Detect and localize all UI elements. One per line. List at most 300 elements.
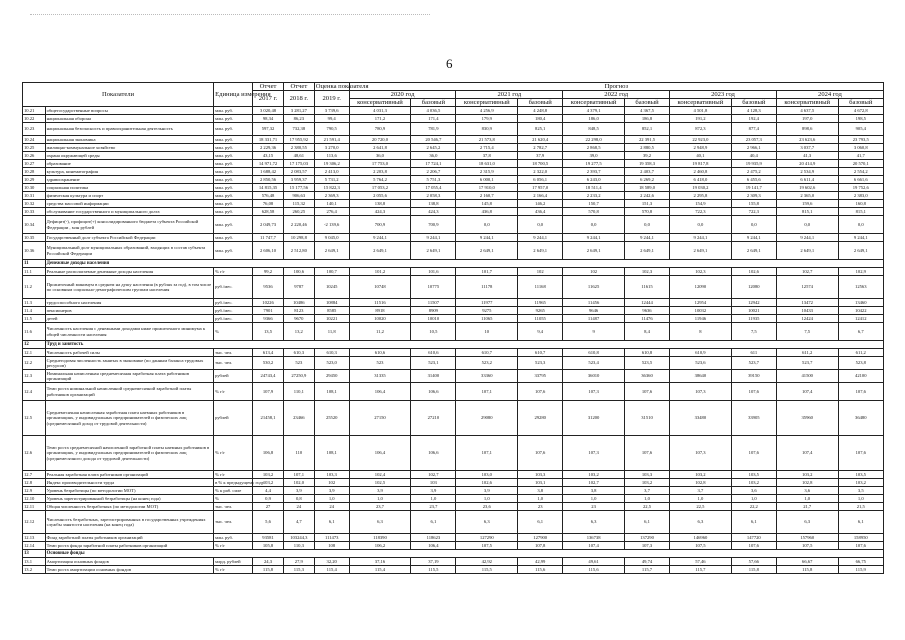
- value-cell: 11055: [518, 315, 563, 323]
- value-cell: 3,6: [776, 487, 838, 495]
- value-cell: 57,46: [670, 558, 732, 566]
- value-cell: 103,2: [624, 479, 669, 487]
- header-year-2017: 2017 г.: [253, 91, 284, 107]
- value-cell: 19 141,7: [731, 184, 776, 192]
- value-cell: 6,1: [518, 511, 563, 534]
- value-cell: 613,4: [253, 349, 284, 357]
- value-cell: 103,3: [624, 471, 669, 479]
- row-code: 10.35: [23, 234, 46, 242]
- table-row: [23, 242, 884, 260]
- value-cell: 6,3: [776, 511, 838, 534]
- value-cell: 12563: [838, 276, 883, 299]
- value-cell: 6 661,6: [838, 176, 883, 184]
- row-name: Темп роста амортизации основных фондов: [45, 566, 213, 574]
- value-cell: 2 242,6: [624, 192, 669, 200]
- row-name: Численность безработных, зарегистрированных в государственных учреждениях службы занятости населения (на конец года): [45, 511, 213, 534]
- value-cell: 127900: [518, 534, 563, 542]
- row-unit: млн. руб.: [214, 168, 253, 176]
- row-name: Численность населения с денежными доходами ниже прожиточного минимума к общей численности населения: [45, 323, 213, 341]
- value-cell: 0,0: [731, 216, 776, 234]
- value-cell: 530,2: [253, 357, 284, 370]
- value-cell: 2 649,1: [563, 242, 625, 260]
- value-cell: 10: [456, 323, 518, 341]
- value-cell: 42,99: [518, 558, 563, 566]
- table-row: [23, 558, 884, 566]
- value-cell: 6,7: [838, 323, 883, 341]
- value-cell: 10032: [670, 307, 732, 315]
- value-cell: 7901: [253, 307, 284, 315]
- value-cell: 115,8: [253, 566, 284, 574]
- value-cell: 11 747,7: [253, 234, 284, 242]
- value-cell: 76,08: [253, 200, 284, 208]
- value-cell: 136738: [563, 534, 625, 542]
- value-cell: 13460: [838, 299, 883, 307]
- value-cell: 2 948,9: [670, 144, 732, 152]
- value-cell: 424,3: [411, 208, 456, 216]
- row-code: 12.14: [23, 542, 46, 550]
- row-name: пенсионеров: [45, 307, 213, 315]
- value-cell: 110,3: [283, 542, 314, 550]
- value-cell: 10245: [314, 276, 349, 299]
- table-row: [23, 168, 884, 176]
- value-cell: 0,9: [253, 495, 284, 503]
- row-name: Дефицит(-), профицит(+) консолидированного бюджета субъекта Российской Федерации , млн рублей: [45, 216, 213, 234]
- value-cell: 107,8: [518, 542, 563, 550]
- value-cell: 17 957,0: [518, 184, 563, 192]
- row-code: 11.2: [23, 276, 46, 299]
- value-cell: 5 764,2: [349, 176, 411, 184]
- table-row: [23, 115, 884, 123]
- header-unit: Единица измерения: [214, 83, 253, 107]
- value-cell: 107,3: [670, 383, 732, 401]
- value-cell: 1,0: [518, 495, 563, 503]
- value-cell: 4 248,8: [518, 107, 563, 115]
- row-name: Реальная заработная плата работников организаций: [45, 471, 213, 479]
- value-cell: 15 822,3: [314, 184, 349, 192]
- value-cell: 523,1: [411, 357, 456, 370]
- value-cell: 186,0: [563, 115, 625, 123]
- value-cell: 19 602,6: [776, 184, 838, 192]
- row-unit: млн. руб.: [214, 176, 253, 184]
- value-cell: 107,6: [731, 542, 776, 550]
- value-cell: 9366: [253, 315, 284, 323]
- value-cell: 103,3: [314, 471, 349, 479]
- value-cell: 19 817,8: [670, 160, 732, 168]
- row-name: социальная политика: [45, 184, 213, 192]
- value-cell: 24: [314, 503, 349, 511]
- value-cell: 610,6: [349, 349, 411, 357]
- value-cell: 700,9: [411, 216, 456, 234]
- value-cell: 2 322,0: [518, 168, 563, 176]
- value-cell: 41,7: [838, 152, 883, 160]
- value-cell: 10221: [314, 315, 349, 323]
- value-cell: 1,0: [314, 495, 349, 503]
- value-cell: 3,9: [283, 487, 314, 495]
- value-cell: 2 880,5: [624, 144, 669, 152]
- value-cell: 700,9: [349, 216, 411, 234]
- value-cell: 11935: [731, 315, 776, 323]
- table-row: [23, 234, 884, 242]
- row-code: 12.10: [23, 495, 46, 503]
- value-cell: 102,6: [456, 479, 518, 487]
- value-cell: 37,19: [411, 558, 456, 566]
- value-cell: 276,4: [314, 208, 349, 216]
- value-cell: 107,3: [670, 436, 732, 471]
- row-code: 12.5: [23, 401, 46, 436]
- value-cell: 3,5: [838, 487, 883, 495]
- value-cell: 12090: [670, 276, 732, 299]
- value-cell: 15 177,56: [283, 184, 314, 192]
- value-cell: 17 910,0: [456, 184, 518, 192]
- table-row: [23, 323, 884, 341]
- value-cell: 12444: [624, 299, 669, 307]
- value-cell: 10433: [776, 307, 838, 315]
- value-cell: 102,9: [838, 268, 883, 276]
- value-cell: 33905: [731, 401, 776, 436]
- value-cell: 107,6: [518, 436, 563, 471]
- value-cell: 20 570,1: [838, 160, 883, 168]
- value-cell: 115,8: [731, 566, 776, 574]
- value-cell: 31510: [624, 401, 669, 436]
- row-code: 12.12: [23, 511, 46, 534]
- table-row: [23, 315, 884, 323]
- table-row: [23, 566, 884, 574]
- value-cell: 23,6: [456, 503, 518, 511]
- row-name: физическая культура и спорт: [45, 192, 213, 200]
- value-cell: 8,4: [624, 323, 669, 341]
- table-row: [23, 160, 884, 168]
- value-cell: 12080: [731, 276, 776, 299]
- value-cell: 4,4: [253, 487, 284, 495]
- table-row: [23, 200, 884, 208]
- row-code: 10.27: [23, 160, 46, 168]
- row-code: 10.25: [23, 144, 46, 152]
- value-cell: 22,5: [670, 503, 732, 511]
- value-cell: 103,5: [731, 471, 776, 479]
- value-cell: 2 365,0: [776, 192, 838, 200]
- value-cell: 20 720,0: [349, 136, 411, 144]
- value-cell: 11178: [456, 276, 518, 299]
- row-name: Муниципальный долг муниципальных образований, входящих в состав субъекта Российской Федерации: [45, 242, 213, 260]
- row-code: 10.33: [23, 208, 46, 216]
- header-base: базовый: [518, 99, 563, 107]
- value-cell: 29080: [456, 401, 518, 436]
- value-cell: 2 649,1: [624, 242, 669, 260]
- value-cell: 107,6: [838, 542, 883, 550]
- table-body: [23, 107, 884, 574]
- value-cell: 102,7: [563, 479, 625, 487]
- row-unit: % г/г: [214, 471, 253, 479]
- row-unit: %: [214, 495, 253, 503]
- row-unit: руб./мес.: [214, 276, 253, 299]
- row-unit: руб./мес.: [214, 299, 253, 307]
- value-cell: 3,8: [518, 487, 563, 495]
- value-cell: 523,7: [776, 357, 838, 370]
- row-code: 13: [23, 550, 46, 558]
- value-cell: 42,92: [456, 558, 518, 566]
- value-cell: 38640: [670, 370, 732, 383]
- value-cell: 523,8: [838, 357, 883, 370]
- header-conservative: консервативный: [349, 99, 411, 107]
- table-row: [23, 479, 884, 487]
- value-cell: 1,0: [776, 495, 838, 503]
- value-cell: 36010: [563, 370, 625, 383]
- value-cell: 197,0: [776, 115, 838, 123]
- value-cell: 36480: [838, 401, 883, 436]
- value-cell: 11507: [411, 299, 456, 307]
- row-code: 11.3: [23, 299, 46, 307]
- value-cell: 115,4: [349, 566, 411, 574]
- value-cell: 2 083,57: [283, 168, 314, 176]
- row-code: 12.1: [23, 349, 46, 357]
- value-cell: 49,61: [563, 558, 625, 566]
- value-cell: 40,4: [731, 152, 776, 160]
- value-cell: 815,1: [838, 208, 883, 216]
- header-year-2021: 2021 год: [456, 91, 563, 99]
- row-code: 12.6: [23, 436, 46, 471]
- value-cell: 2 649,1: [518, 242, 563, 260]
- value-cell: 2 782,7: [518, 144, 563, 152]
- value-cell: 780,9: [349, 123, 411, 136]
- value-cell: 2 649,1: [776, 242, 838, 260]
- value-cell: 628,58: [253, 208, 284, 216]
- value-cell: 115,3: [283, 566, 314, 574]
- value-cell: 103,2: [253, 479, 284, 487]
- value-cell: 35960: [776, 401, 838, 436]
- value-cell: 110: [283, 436, 314, 471]
- table-row: [23, 136, 884, 144]
- row-unit: % г/г: [214, 542, 253, 550]
- row-unit: млн. руб.: [214, 216, 253, 234]
- row-unit: млн. руб.: [214, 123, 253, 136]
- value-cell: 198,5: [838, 115, 883, 123]
- value-cell: 3 020,48: [253, 107, 284, 115]
- value-cell: 611,2: [776, 349, 838, 357]
- value-cell: 2 160,7: [456, 192, 518, 200]
- row-unit: млн. руб.: [214, 160, 253, 168]
- value-cell: 107,6: [838, 436, 883, 471]
- row-unit: млн. руб.: [214, 152, 253, 160]
- value-cell: 21 620,4: [518, 136, 563, 144]
- value-cell: 101,2: [349, 268, 411, 276]
- value-cell: 11476: [624, 315, 669, 323]
- table-row: [23, 401, 884, 436]
- value-cell: 98,34: [253, 115, 284, 123]
- value-cell: 6 455,6: [731, 176, 776, 184]
- row-code: 10.26: [23, 152, 46, 160]
- value-cell: 20 546,7: [411, 136, 456, 144]
- value-cell: 3 270,0: [314, 144, 349, 152]
- row-unit: млн. руб.: [214, 242, 253, 260]
- header-year-2024: 2024 год: [776, 91, 883, 99]
- value-cell: 2 295,8: [670, 192, 732, 200]
- header-year-2020: 2020 год: [349, 91, 456, 99]
- value-cell: 127290: [456, 534, 518, 542]
- value-cell: 17 753,0: [349, 160, 411, 168]
- value-cell: 11625: [563, 276, 625, 299]
- value-cell: 93581: [253, 534, 284, 542]
- table-row: [23, 152, 884, 160]
- value-cell: 2 554,2: [838, 168, 883, 176]
- table-row: [23, 436, 884, 471]
- value-cell: 102: [518, 268, 563, 276]
- value-cell: 2 475,2: [731, 168, 776, 176]
- table-row: [23, 299, 884, 307]
- value-cell: 107,1: [283, 471, 314, 479]
- value-cell: 108: [314, 542, 349, 550]
- table-row: [23, 268, 884, 276]
- value-cell: 9 244,1: [624, 234, 669, 242]
- row-unit: % г/г: [214, 268, 253, 276]
- value-cell: 6,1: [838, 511, 883, 534]
- value-cell: 2 868,5: [563, 144, 625, 152]
- value-cell: 103,2: [838, 479, 883, 487]
- value-cell: 2 649,1: [670, 242, 732, 260]
- value-cell: 2 606,10: [253, 242, 284, 260]
- value-cell: 12954: [670, 299, 732, 307]
- table-row: [23, 487, 884, 495]
- value-cell: 39,2: [624, 152, 669, 160]
- value-cell: 115,8: [776, 566, 838, 574]
- value-cell: 27210: [411, 401, 456, 436]
- value-cell: 436,4: [518, 208, 563, 216]
- value-cell: 6,3: [670, 511, 732, 534]
- value-cell: 3,6: [731, 487, 776, 495]
- value-cell: 180,4: [518, 115, 563, 123]
- value-cell: 825,1: [518, 123, 563, 136]
- value-cell: 815,1: [776, 208, 838, 216]
- value-cell: 107,3: [624, 542, 669, 550]
- value-cell: 11487: [563, 315, 625, 323]
- value-cell: 13,2: [283, 323, 314, 341]
- value-cell: 41,3: [776, 152, 838, 160]
- value-cell: 10486: [283, 299, 314, 307]
- value-cell: 906,63: [283, 192, 314, 200]
- value-cell: 11516: [349, 299, 411, 307]
- forecast-table: [22, 82, 884, 574]
- row-code: 12.9: [23, 487, 46, 495]
- value-cell: 146960: [670, 534, 732, 542]
- value-cell: 158950: [838, 534, 883, 542]
- value-cell: 137290: [624, 534, 669, 542]
- value-cell: 10422: [838, 307, 883, 315]
- value-cell: 25520: [314, 401, 349, 436]
- value-cell: 12942: [731, 299, 776, 307]
- row-name: здравоохранение: [45, 176, 213, 184]
- value-cell: 23 793,5: [838, 136, 883, 144]
- header-base: базовый: [411, 99, 456, 107]
- value-cell: 105,8: [253, 542, 284, 550]
- value-cell: 4 256,9: [456, 107, 518, 115]
- header-report: Отчет: [283, 83, 314, 91]
- value-cell: 570,8: [624, 208, 669, 216]
- value-cell: 12574: [776, 276, 838, 299]
- value-cell: 8918: [349, 307, 411, 315]
- value-cell: 23: [518, 503, 563, 511]
- value-cell: 14 971,72: [253, 160, 284, 168]
- value-cell: 4 031,3: [349, 107, 411, 115]
- value-cell: 523,2: [456, 357, 518, 370]
- value-cell: 18 631,0: [456, 160, 518, 168]
- value-cell: 11065: [456, 315, 518, 323]
- value-cell: 9 244,1: [670, 234, 732, 242]
- value-cell: 106,4: [349, 436, 411, 471]
- row-name: средства массовой информации: [45, 200, 213, 208]
- row-unit: рублей: [214, 401, 253, 436]
- value-cell: 576,48: [253, 192, 284, 200]
- value-cell: 2 049,73: [253, 216, 284, 234]
- value-cell: 11615: [624, 276, 669, 299]
- value-cell: 436,8: [456, 208, 518, 216]
- value-cell: 138,8: [349, 200, 411, 208]
- header-conservative: консервативный: [776, 99, 838, 107]
- row-code: 12.3: [23, 370, 46, 383]
- value-cell: 23: [563, 503, 625, 511]
- row-unit: % к раб. силе: [214, 487, 253, 495]
- value-cell: 191,2: [670, 115, 732, 123]
- value-cell: 2 715,4: [456, 144, 518, 152]
- header-conservative: консервативный: [670, 99, 732, 107]
- row-unit: млрд. рублей: [214, 558, 253, 566]
- value-cell: 171,4: [411, 115, 456, 123]
- value-cell: 106,2: [349, 542, 411, 550]
- value-cell: 3 959,37: [283, 176, 314, 184]
- value-cell: 9 244,1: [411, 234, 456, 242]
- value-cell: 31200: [563, 401, 625, 436]
- table-row: [23, 542, 884, 550]
- value-cell: 102,0: [283, 479, 314, 487]
- value-cell: 29450: [314, 370, 349, 383]
- value-cell: 1,0: [670, 495, 732, 503]
- value-cell: 102,3: [624, 268, 669, 276]
- row-code: 10.32: [23, 200, 46, 208]
- value-cell: 22 391,5: [624, 136, 669, 144]
- table-row: [23, 107, 884, 115]
- value-cell: 37,16: [349, 558, 411, 566]
- value-cell: 10020: [349, 315, 411, 323]
- value-cell: 66,75: [838, 558, 883, 566]
- value-cell: 37,9: [518, 152, 563, 160]
- header-base: базовый: [624, 99, 669, 107]
- value-cell: 11977: [456, 299, 518, 307]
- row-unit: % г/г: [214, 566, 253, 574]
- value-cell: 29280: [518, 401, 563, 436]
- value-cell: 18 511,4: [563, 184, 625, 192]
- value-cell: 115,6: [563, 566, 625, 574]
- value-cell: 115,32: [283, 200, 314, 208]
- value-cell: 6 418,0: [670, 176, 732, 184]
- value-cell: 790,5: [314, 123, 349, 136]
- section-title: Труд и занятость: [45, 341, 883, 349]
- value-cell: 523,7: [731, 357, 776, 370]
- value-cell: 5,6: [253, 511, 284, 534]
- section-title: Основные фонды: [45, 550, 883, 558]
- value-cell: 107,1: [456, 383, 518, 401]
- row-code: 12.13: [23, 534, 46, 542]
- row-code: 10.28: [23, 168, 46, 176]
- value-cell: 8909: [411, 307, 456, 315]
- value-cell: 147720: [731, 534, 776, 542]
- value-cell: 103,2: [776, 471, 838, 479]
- section-title: Денежные доходы населения: [45, 260, 883, 268]
- value-cell: 24,3: [253, 558, 284, 566]
- value-cell: 17 724,1: [411, 160, 456, 168]
- value-cell: 100,7: [314, 268, 349, 276]
- value-cell: 107,5: [670, 542, 732, 550]
- value-cell: 115,6: [518, 566, 563, 574]
- header-conservative: консервативный: [456, 99, 518, 107]
- value-cell: 523,4: [563, 357, 625, 370]
